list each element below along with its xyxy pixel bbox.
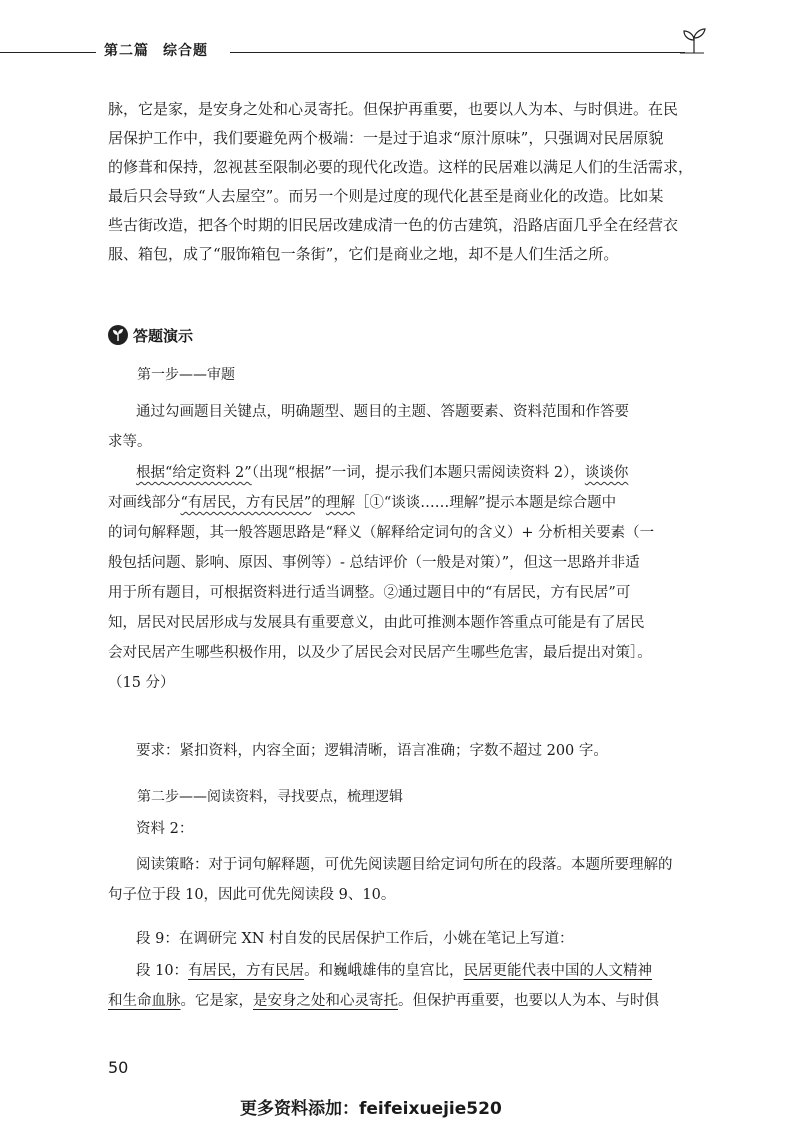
- header-rule-right: [230, 52, 685, 53]
- text-line: 求等。: [108, 434, 152, 450]
- keyword-wavy: 理解: [325, 495, 355, 511]
- keyword-wavy: “有居民，方有民居”: [180, 495, 312, 511]
- text-line: 的修葺和保持，忽视甚至限制必要的现代化改造。这样的民居难以满足人们的生活需求，: [108, 158, 694, 176]
- underlined-phrase: 有居民，方有民居: [188, 963, 305, 979]
- page-number: 50: [108, 1058, 129, 1077]
- sprout-icon: [676, 26, 712, 56]
- annotation: （出现“根据”一词，提示我们本题只需阅读资料 2），: [251, 465, 585, 481]
- question-text: 对画线部分: [108, 495, 181, 511]
- question-line: 的词句解释题，其一般答题思路是“释义（解释给定词句的含义）+ 分析相关要素（一: [108, 525, 655, 541]
- question-line: （15 分）: [108, 675, 175, 691]
- keyword-wavy: 根据: [136, 465, 165, 481]
- section-title: 答题演示: [133, 326, 194, 345]
- header-title: 综合题: [163, 43, 208, 59]
- text-line: 脉，它是家，是安身之处和心灵寄托。但保护再重要，也要以人为本、与时俱进。在民: [108, 100, 679, 118]
- running-header: [104, 40, 208, 60]
- question-line: 会对民居产生哪些积极作用，以及少了居民会对民居产生哪些危害，最后提出对策］。: [108, 645, 652, 661]
- question-text: 的: [311, 495, 326, 511]
- keyword-wavy: “给定资料 2”: [165, 465, 252, 481]
- para-text: 。但保护再重要，也要以人为本、与时俱: [398, 993, 659, 1009]
- text-line: 居保护工作中，我们要避免两个极端：一是过于追求“原汁原味”，只强调对民居原貌: [108, 129, 664, 147]
- question-line: [108, 458, 700, 488]
- keyword-wavy: 谈谈你: [584, 465, 629, 481]
- opening-paragraph: [108, 95, 698, 269]
- underlined-phrase: 和生命血脉: [108, 993, 181, 1009]
- text-line: 阅读策略：对于词句解释题，可优先阅读题目给定词句所在的段落。本题所要理解的: [136, 857, 673, 873]
- question-block: [108, 458, 700, 698]
- header-part: 第二篇: [104, 43, 149, 59]
- step-one-heading: 第一步——审题: [137, 367, 235, 383]
- para-text: 。和巍峨雄伟的皇宫比，: [304, 963, 464, 979]
- requirement-text: 要求：紧扣资料，内容全面；逻辑清晰，语言准确；字数不超过 200 字。: [136, 743, 608, 759]
- header-rule-left: [0, 52, 96, 53]
- answer-demo-icon: [108, 325, 128, 345]
- text-line: [108, 986, 700, 1016]
- question-line: 般包括问题、影响、原因、事例等）- 总结评价（一般是对策）”，但这一思路并非适: [108, 555, 640, 571]
- para-label: 段 10：: [136, 963, 189, 979]
- annotation: ［①“谈谈……理解”提示本题是综合题中: [354, 495, 617, 511]
- footer-note: 更多资料添加：feifeixuejie520: [240, 1099, 502, 1119]
- requirement: [108, 736, 700, 766]
- material-label: 资料 2：: [136, 821, 194, 837]
- question-line: 用于所有题目，可根据资料进行适当调整。②通过题目中的“有居民，方有民居”可: [108, 585, 631, 601]
- question-line: [108, 488, 700, 518]
- text-line: 些古街改造，把各个时期的旧民居改建成清一色的仿古建筑，沿路店面几乎全在经营衣: [108, 216, 679, 234]
- text-line: [108, 956, 700, 986]
- text-line: 句子位于段 10，因此可优先阅读段 9、10。: [108, 887, 396, 903]
- section-heading: [108, 322, 193, 348]
- underlined-phrase: 民居更能代表中国的人文精神: [463, 963, 653, 979]
- step-two-heading: 第二步——阅读资料，寻找要点，梳理逻辑: [137, 789, 403, 805]
- text-line: 最后只会导致“人去屋空”。而另一个则是过度的现代化甚至是商业化的改造。比如某: [108, 187, 664, 205]
- text-line: 服、箱包，成了“服饰箱包一条街”，它们是商业之地，却不是人们生活之所。: [108, 245, 619, 263]
- para-text: 。它是家，: [180, 993, 253, 1009]
- underlined-phrase: 是安身之处和心灵寄托: [253, 993, 398, 1009]
- material-label-block: [108, 814, 700, 844]
- reading-strategy: [108, 850, 700, 910]
- text-line: 通过勾画题目关键点，明确题型、题目的主题、答题要素、资料范围和作答要: [136, 404, 629, 420]
- text-line: 段 9：在调研完 XN 村自发的民居保护工作后，小姚在笔记上写道：: [136, 931, 574, 947]
- paragraph-ten: [108, 956, 700, 1016]
- question-line: 知，居民对民居形成与发展具有重要意义，由此可推测本题作答重点可能是有了居民: [108, 615, 645, 631]
- step-one-description: [108, 397, 700, 457]
- paragraph-nine: [108, 924, 700, 954]
